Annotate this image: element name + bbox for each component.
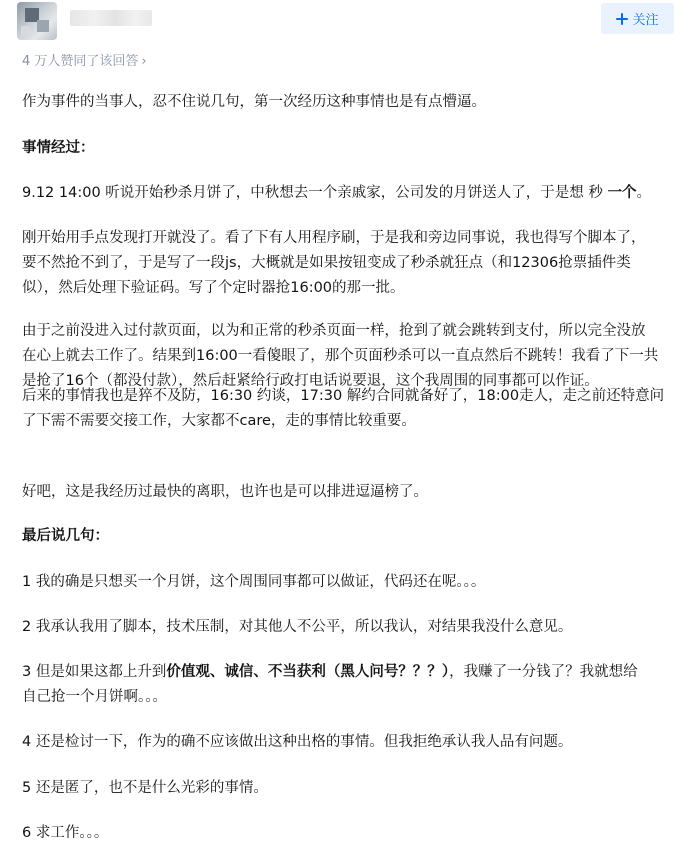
follow-button[interactable] (601, 3, 674, 34)
paragraph (22, 226, 646, 301)
paragraph (22, 384, 664, 434)
follow-button-label: 关注 (632, 13, 659, 28)
text-line: 要不然抢不到了，于是写了一段js，大概就是如果按钮变成了秒杀就狂点（和12306抢票插件类 (22, 255, 631, 271)
paragraph: 5 还是匿了，也不是什么光彩的事情。 (22, 780, 268, 796)
heading-text: 最后说几句： (22, 528, 109, 544)
bold-text: 价值观、诚信、不当获利（黑人问号？？？） (166, 664, 450, 680)
text-line: 后来的事情我也是猝不及防，16:30 约谈，17:30 解约合同就备好了，18:00走人，走之前还特意问 (22, 388, 665, 404)
vote-count-link[interactable] (22, 50, 147, 69)
text-line (22, 660, 638, 685)
paragraph: 好吧，这是我经历过最快的离职，也许也是可以排进逗逼榜了。 (22, 484, 428, 500)
paragraph: 作为事件的当事人，忍不住说几句，第一次经历这种事情也是有点懵逼。 (22, 94, 486, 110)
section-heading (22, 136, 95, 161)
paragraph: 1 我的确是只想买一个月饼，这个周围同事都可以做证，代码还在呢。。。 (22, 574, 486, 590)
author-name-redacted[interactable] (70, 10, 152, 26)
text-line: 了下需不需要交接工作，大家都不care，走的事情比较重要。 (22, 413, 416, 429)
text-span: ，我赚了一分钱了？我就想给 (449, 664, 638, 680)
paragraph: 4 还是检讨一下，作为的确不应该做出这种出格的事情。但我拒绝承认我人品有问题。 (22, 734, 573, 750)
chevron-right-icon: › (141, 54, 147, 69)
plus-icon (616, 13, 628, 25)
text-line: 是抢了16个（都没付款），然后赶紧给行政打电话说要退，这个我周围的同事都可以作证。 (22, 373, 599, 389)
text-span: 3 但是如果这都上升到 (22, 664, 167, 680)
avatar-pixel (21, 26, 31, 36)
vote-count-text: 4 万人赞同了该回答 (22, 54, 139, 69)
paragraph: 2 我承认我用了脚本，技术压制，对其他人不公平，所以我认，对结果我没什么意见。 (22, 619, 573, 635)
paragraph (22, 319, 658, 394)
avatar-pixel (37, 20, 49, 32)
section-heading (22, 524, 109, 549)
paragraph (22, 660, 638, 710)
text-span: 。 (636, 185, 652, 201)
heading-text: 事情经过： (22, 140, 95, 156)
text-span: 9.12 14:00 听说开始秒杀月饼了，中秋想去一个亲戚家，公司发的月饼送人了，于是想 秒 (22, 185, 603, 201)
text-line: 由于之前没进入过付款页面，以为和正常的秒杀页面一样，抢到了就会跳转到支付，所以完全没放 (22, 323, 646, 339)
paragraph: 6 求工作。。。 (22, 825, 109, 841)
author-avatar[interactable] (17, 2, 57, 40)
text-line: 刚开始用手点发现打开就没了。看了下有人用程序刷，于是我和旁边同事说，我也得写个脚本了， (22, 230, 646, 246)
text-line: 自己抢一个月饼啊。。。 (22, 689, 167, 705)
bold-text: 一个 (607, 185, 637, 201)
answer-header (0, 0, 693, 44)
paragraph (22, 181, 651, 206)
text-line: 似），然后处理下验证码。写了个定时器抢16:00的那一批。 (22, 280, 405, 296)
text-line: 在心上就去工作了。结果到16:00一看傻眼了，那个页面秒杀可以一直点然后不跳转！我看了下一共 (22, 348, 659, 364)
